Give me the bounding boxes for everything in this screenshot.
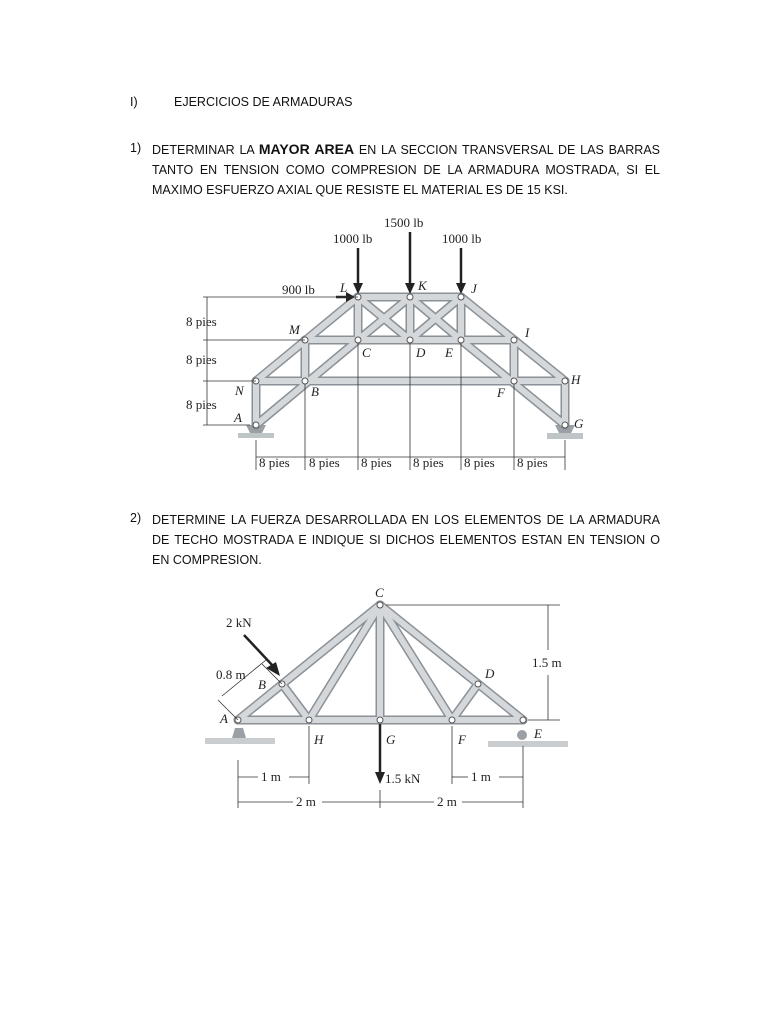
load-k-label: 1500 lb xyxy=(384,215,424,230)
load-b-arrow xyxy=(244,635,280,676)
node-label-l: L xyxy=(340,280,348,295)
truss-2-members xyxy=(238,605,523,720)
height-label-2: 8 pies xyxy=(186,352,217,367)
dim-right-1-label: 1 m xyxy=(471,769,491,784)
ground-a xyxy=(205,728,275,744)
exercise-1-text-before: DETERMINAR LA xyxy=(152,143,255,157)
exercise-1-text-after: EN LA SECCION TRANSVERSAL DE LAS BARRAS TANTO EN TENSION COMO COMPRESION DE LA ARMADURA MOSTRADA, SI EL MAXIMO ESFUERZO AXIAL QUE RESISTE EL MATERIAL ES DE 15 KSI. xyxy=(152,143,660,197)
dim-left-1-label: 1 m xyxy=(261,769,281,784)
exercise-1-highlight: MAYOR AREA xyxy=(258,141,355,157)
node-label-b: B xyxy=(311,384,319,399)
exercise-2-text: DETERMINE LA FUERZA DESARROLLADA EN LOS ELEMENTOS DE LA ARMADURA DE TECHO MOSTRADA E INDIQUE SI DICHOS ELEMENTOS ESTAN EN TENSION O EN COMPRESION. xyxy=(152,513,660,567)
node-label-d: D xyxy=(416,345,426,360)
dim-ab-label: 0.8 m xyxy=(216,667,246,682)
node2-label-d: D xyxy=(485,666,495,681)
dim-right-2-label: 2 m xyxy=(437,794,457,809)
node2-label-f: F xyxy=(458,732,466,747)
section-title: EJERCICIOS DE ARMADURAS xyxy=(174,95,353,109)
node-label-a: A xyxy=(234,410,242,425)
node-label-k: K xyxy=(418,278,427,293)
dim-left-2-label: 2 m xyxy=(296,794,316,809)
node2-label-g: G xyxy=(386,732,396,747)
node-label-n: N xyxy=(235,383,244,398)
node-label-c: C xyxy=(362,345,371,360)
dim-height-label: 1.5 m xyxy=(532,655,562,670)
exercise-1-number: 1) xyxy=(130,141,142,155)
node2-label-h: H xyxy=(314,732,324,747)
exercise-2-number: 2) xyxy=(130,511,142,525)
ground-e xyxy=(488,730,568,747)
load-l-label: 1000 lb xyxy=(333,231,373,246)
load-b-label: 2 kN xyxy=(226,615,252,630)
node-label-e: E xyxy=(445,345,453,360)
load-900-label: 900 lb xyxy=(282,282,315,297)
span-label-4: 8 pies xyxy=(413,455,444,470)
span-label-3: 8 pies xyxy=(361,455,392,470)
section-number: I) xyxy=(130,95,138,109)
height-label-1: 8 pies xyxy=(186,314,217,329)
load-j-label: 1000 lb xyxy=(442,231,482,246)
node-label-j: J xyxy=(471,281,477,296)
node2-label-e: E xyxy=(534,726,542,741)
node-label-i: I xyxy=(525,325,530,340)
span-label-6: 8 pies xyxy=(517,455,548,470)
node-label-h: H xyxy=(571,372,581,387)
node-label-f: F xyxy=(497,385,505,400)
node-label-g: G xyxy=(574,416,584,431)
node2-label-b: B xyxy=(258,677,266,692)
height-label-3: 8 pies xyxy=(186,397,217,412)
span-label-5: 8 pies xyxy=(464,455,495,470)
node2-label-a: A xyxy=(220,711,228,726)
load-g-label: 1.5 kN xyxy=(385,771,421,786)
node-label-m: M xyxy=(289,322,300,337)
span-label-2: 8 pies xyxy=(309,455,340,470)
span-label-1: 8 pies xyxy=(259,455,290,470)
node2-label-c: C xyxy=(375,585,384,600)
load-g-arrow xyxy=(375,724,385,784)
